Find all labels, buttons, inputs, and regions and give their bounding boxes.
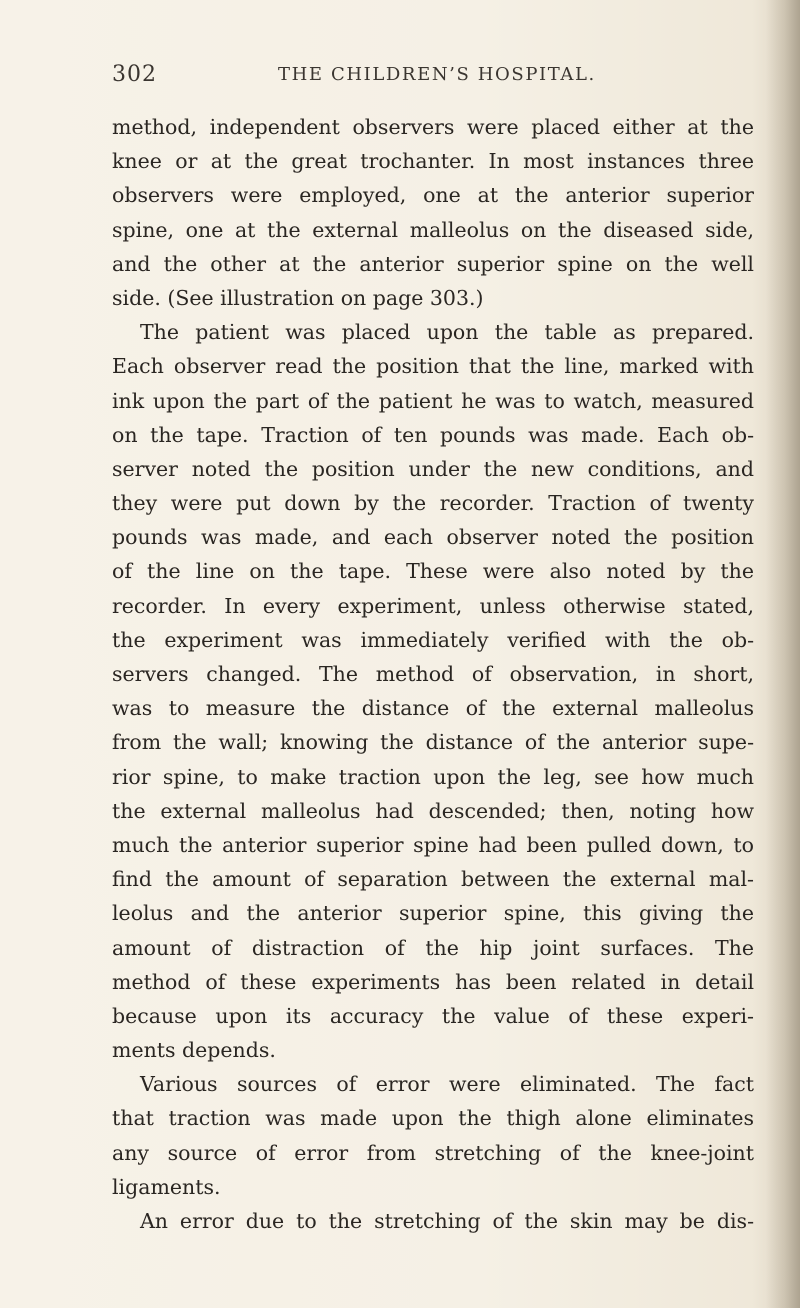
text-line: knee or at the great trochanter. In most instances three	[112, 149, 754, 174]
text-line: Each observer read the position that the line, marked with	[112, 354, 754, 379]
text-line: because upon its accuracy the value of these experi-	[112, 1003, 754, 1028]
text-line: side. (See illustration on page 303.)	[112, 285, 484, 310]
text-line: spine, one at the external malleolus on the diseased side,	[112, 217, 754, 242]
text-line: was to measure the distance of the external malleolus	[112, 696, 754, 721]
text-line: much the anterior superior spine had been pulled down, to	[112, 832, 754, 857]
running-title: THE CHILDREN’S HOSPITAL.	[278, 64, 596, 85]
paragraph-start-line: An error due to the stretching of the skin may be dis-	[140, 1209, 754, 1233]
text-line: from the wall; knowing the distance of the anterior supe-	[112, 730, 754, 755]
text-line: they were put down by the recorder. Traction of twenty	[112, 491, 754, 516]
text-line: rior spine, to make traction upon the leg, see how much	[112, 764, 754, 789]
text-line: that traction was made upon the thigh alone eliminates	[112, 1106, 754, 1131]
text-line: any source of error from stretching of the knee-joint	[112, 1140, 754, 1165]
running-head	[112, 62, 754, 92]
text-line: pounds was made, and each observer noted the position	[112, 525, 754, 550]
body-text	[112, 110, 754, 1238]
text-line: leolus and the anterior superior spine, this giving the	[112, 901, 754, 926]
paragraph-start-line: Various sources of error were eliminated. The fact	[140, 1072, 754, 1097]
paragraph-start-line: The patient was placed upon the table as prepared.	[140, 320, 754, 345]
text-line: the external malleolus had descended; then, noting how	[112, 798, 754, 823]
text-line: ink upon the part of the patient he was to watch, measured	[112, 388, 754, 413]
text-line: ments depends.	[112, 1038, 276, 1063]
text-line: on the tape. Traction of ten pounds was made. Each ob-	[112, 422, 754, 447]
text-line: method, independent observers were placed either at the	[112, 115, 754, 139]
text-line: server noted the position under the new conditions, and	[112, 456, 754, 481]
text-line: observers were employed, one at the anterior superior	[112, 183, 754, 208]
text-line: and the other at the anterior superior spine on the well	[112, 251, 754, 276]
text-line: find the amount of separation between the external mal-	[112, 867, 754, 892]
text-line: ligaments.	[112, 1174, 221, 1199]
text-line: of the line on the tape. These were also noted by the	[112, 559, 754, 584]
page-edge-shadow	[766, 0, 800, 1308]
text-line: servers changed. The method of observation, in short,	[112, 662, 754, 686]
text-line: amount of distraction of the hip joint surfaces. The	[112, 935, 754, 960]
text-line: the experiment was immediately verified with the ob-	[112, 627, 754, 652]
text-line: method of these experiments has been related in detail	[112, 969, 754, 994]
page-number: 302	[112, 62, 157, 87]
text-line: recorder. In every experiment, unless otherwise stated,	[112, 593, 754, 618]
